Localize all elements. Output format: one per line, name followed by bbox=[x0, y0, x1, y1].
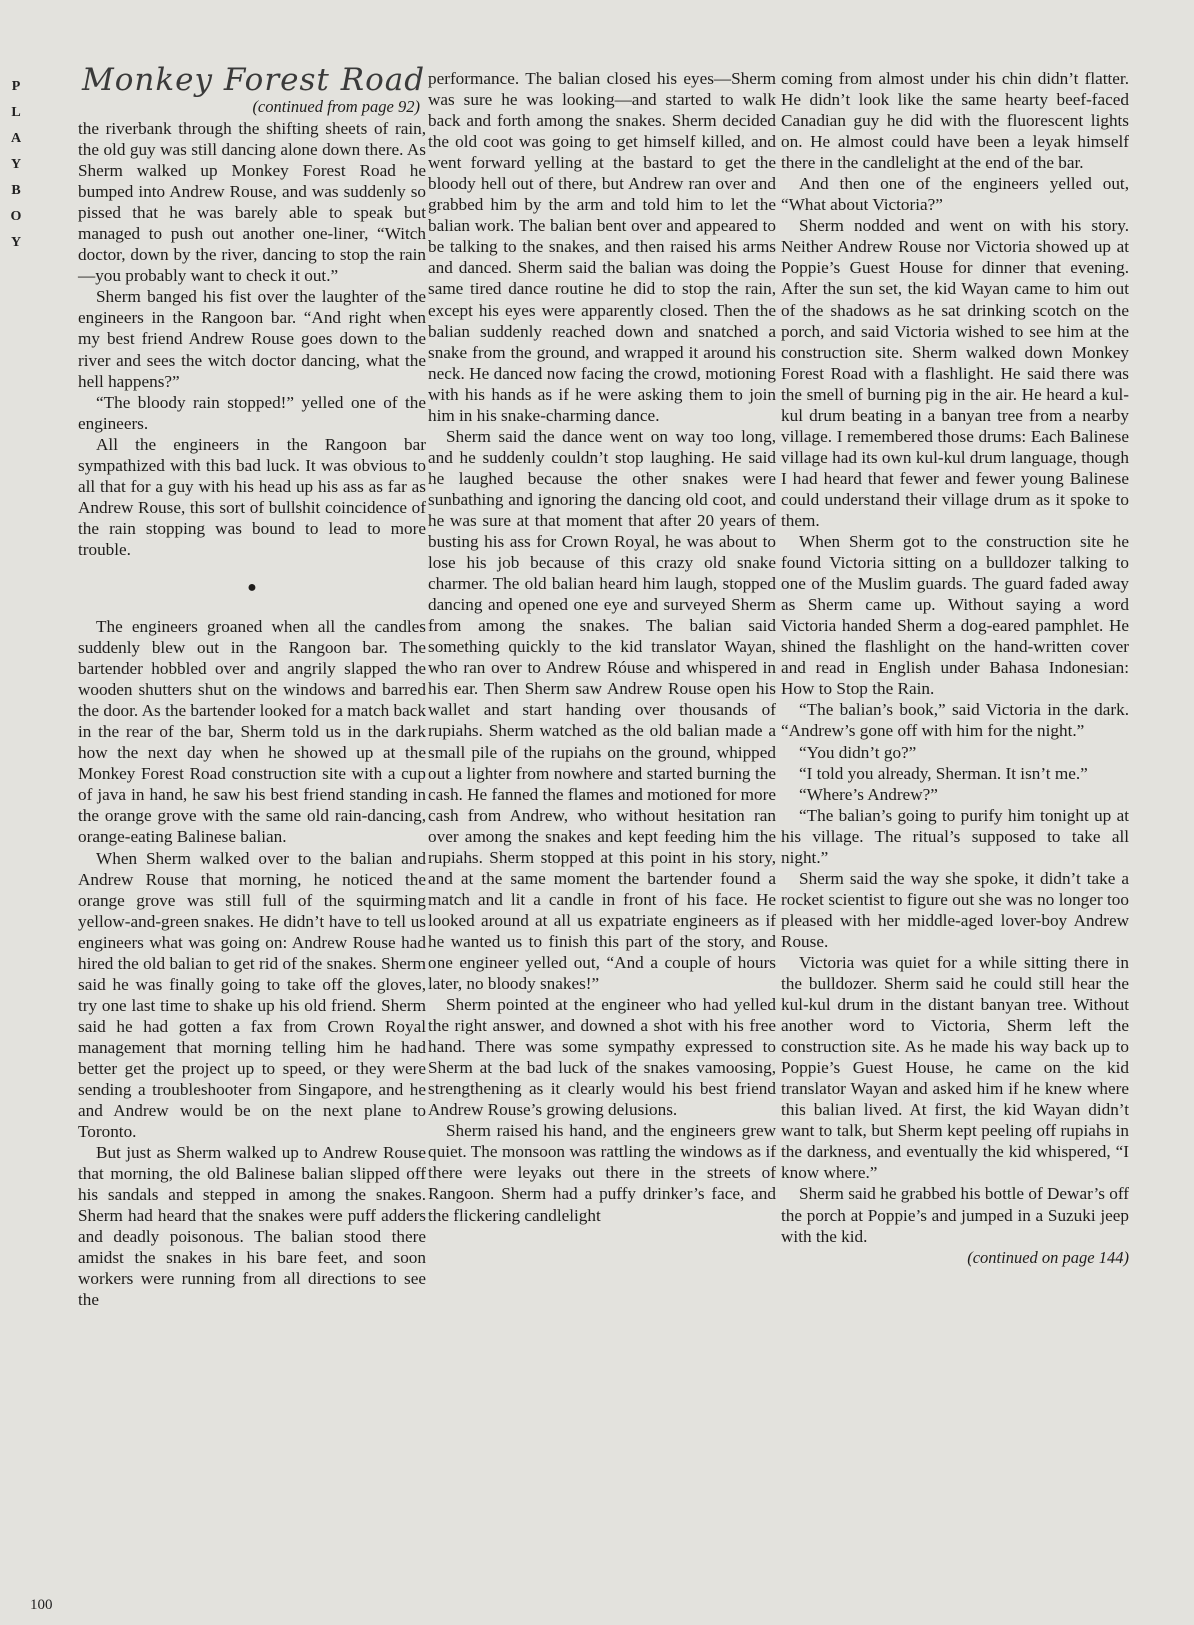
paragraph: “You didn’t go?” bbox=[799, 742, 917, 762]
article-column-1 bbox=[78, 62, 426, 1311]
paragraph: All the engineers in the Rangoon bar sympathized with this bad luck. It was obvious to all that for a guy with his head up his ass as far as Andrew Rouse, this sort of bullshit coincidence of the rain stopping was bound to lead to more trouble. bbox=[78, 434, 426, 559]
paragraph: When Sherm got to the construction site he found Victoria sitting on a bulldozer talking to one of the Muslim guards. The guard faded away as Sherm came up. Without saying a word Victoria handed Sherm a dog-eared pamphlet. He shined the flashlight on the hand-written cover and read in English under Bahasa Indonesian: How to Stop the Rain. bbox=[781, 532, 1129, 699]
magazine-folio bbox=[7, 74, 25, 256]
folio-letter: Y bbox=[10, 157, 22, 172]
paragraph: Sherm pointed at the engineer who had yelled the right answer, and downed a shot with his free hand. There was some sympathy expressed to Sherm at the bad luck of the snakes vamoosing, strengthening as it clearly would his best friend Andrew Rouse’s growing delusions. bbox=[428, 995, 776, 1120]
paragraph: Sherm raised his hand, and the engineers grew quiet. The monsoon was rattling the windows as if there were leyaks out there in the streets of Rangoon. Sherm had a puffy drinker’s face, and the flickering candlelight bbox=[428, 1121, 776, 1225]
folio-letter: B bbox=[11, 183, 21, 198]
article-column-3 bbox=[781, 68, 1129, 1268]
paragraph: “The balian’s going to purify him tonight up at his village. The ritual’s supposed to take all night.” bbox=[781, 805, 1129, 867]
paragraph: coming from almost under his chin didn’t flatter. He didn’t look like the same hearty beef-faced Canadian guy he did with the fluorescent lights on. He almost could have been a leyak himself there in the candlelight at the end of the bar. bbox=[781, 69, 1129, 173]
article-column-2 bbox=[428, 68, 776, 1226]
article-title: Monkey Forest Road bbox=[82, 62, 426, 98]
folio-letter: Y bbox=[10, 235, 22, 250]
continued-from-note: (continued from page 92) bbox=[252, 97, 420, 116]
section-break-bullet: ● bbox=[247, 578, 257, 596]
paragraph: “The bloody rain stopped!” yelled one of the engineers. bbox=[78, 392, 426, 433]
paragraph: Sherm banged his fist over the laughter of the engineers in the Rangoon bar. “And right when my best friend Andrew Rouse goes down to the river and sees the witch doctor dancing, what the hell happens?” bbox=[78, 287, 426, 391]
paragraph: Sherm said the dance went on way too long, and he suddenly couldn’t stop laughing. He said he laughed because the other snakes were sunbathing and ignoring the dancing old coot, and he was sure at that moment that after 20 years of busting his ass for Crown Royal, he was about to lose his job because of this crazy old snake charmer. The old balian heard him laugh, stopped dancing and opened one eye and surveyed Sherm from among the snakes. The balian said something quickly to the kid translator Wayan, who ran over to Andrew Róuse and whispered in his ear. Then Sherm saw Andrew Rouse open his wallet and start handing over thousands of rupiahs. Sherm watched as the old balian made a small pile of the rupiahs on the ground, whipped out a lighter from nowhere and started burning the cash. He fanned the flames and motioned for more cash from Andrew, who without hesitation ran over among the snakes and kept feeding him the rupiahs. Sherm stopped at this point in his story, and at the same moment the bartender found a match and lit a candle in front of his face. He looked around at all us expatriate engineers as if he wanted us to finish this part of the story, and one engineer yelled out, “And a couple of hours later, no bloody snakes!” bbox=[428, 426, 776, 994]
paragraph: Sherm nodded and went on with his story. Neither Andrew Rouse nor Victoria showed up at Poppie’s Guest House for dinner that evening. After the sun set, the kid Wayan came to him out of the shadows as he sat drinking scotch on the porch, and said Victoria wished to see him at the construction site. Sherm walked down Monkey Forest Road with a flashlight. He said there was the smell of burning pig in the air. He heard a kul-kul drum beating in a banyan tree from a nearby village. I remembered those drums: Each Balinese village had its own kul-kul drum language, though I had heard that fewer and fewer young Balinese could understand their village drum as it spoke to them. bbox=[781, 216, 1129, 530]
paragraph: But just as Sherm walked up to Andrew Rouse that morning, the old Balinese balian slipped off his sandals and stepped in among the snakes. Sherm had heard that the snakes were puff adders and deadly poisonous. The balian stood there amidst the snakes in his bare feet, and soon workers were running from all directions to see the bbox=[78, 1143, 426, 1310]
folio-letter: O bbox=[10, 209, 22, 224]
paragraph: The engineers groaned when all the candles suddenly blew out in the Rangoon bar. The bartender hobbled over and angrily slapped the wooden shutters shut on the windows and barred the door. As the bartender looked for a match back in the rear of the bar, Sherm told us in the dark how the next day when he showed up at the Monkey Forest Road construction site with a cup of java in hand, he saw his best friend standing in the orange grove with the same old rain-dancing, orange-eating Balinese balian. bbox=[78, 616, 426, 847]
paragraph: Sherm said the way she spoke, it didn’t take a rocket scientist to figure out she was no longer too pleased with her middle-aged lover-boy Andrew Rouse. bbox=[781, 868, 1129, 951]
paragraph: Sherm said he grabbed his bottle of Dewar’s off the porch at Poppie’s and jumped in a Suzuki jeep with the kid. bbox=[781, 1184, 1129, 1246]
article-header bbox=[78, 62, 426, 116]
continued-on-note: (continued on page 144) bbox=[967, 1247, 1129, 1267]
page-number: 100 bbox=[30, 1597, 53, 1613]
paragraph: When Sherm walked over to the balian and Andrew Rouse that morning, he noticed the orange grove was still full of the squirming yellow-and-green snakes. He didn’t have to tell us engineers what was going on: Andrew Rouse had hired the old balian to get rid of the snakes. Sherm said he was finally going to take off the gloves, try one last time to shake up his old friend. Sherm said he had gotten a fax from Crown Royal management that morning telling him he had better get the project up to speed, or they were sending a troubleshooter from Singapore, and he and Andrew would be on the next plane to Toronto. bbox=[78, 848, 426, 1142]
paragraph: “I told you already, Sherman. It isn’t me.” bbox=[799, 763, 1088, 783]
paragraph: performance. The balian closed his eyes—Sherm was sure he was looking—and started to walk back and forth among the snakes. Sherm decided the old coot was going to get himself killed, and went forward yelling at the bastard to get the bloody hell out of there, but Andrew ran over and grabbed him by the arm and told him to let the balian work. The balian bent over and appeared to be talking to the snakes, and then raised his arms and danced. Sherm said the balian was doing the same tired dance routine he did to stop the rain, except his eyes were apparently closed. Then the balian suddenly reached down and snatched a snake from the ground, and wrapped it around his neck. He danced now facing the crowd, motioning with his hands as if he were asking them to join him in his snake-charming dance. bbox=[428, 69, 776, 425]
folio-letter: P bbox=[11, 79, 21, 94]
paragraph: the riverbank through the shifting sheets of rain, the old guy was still dancing alone down there. As Sherm walked up Monkey Forest Road he bumped into Andrew Rouse, and was suddenly so pissed that he was barely able to speak but managed to push out another one-liner, “Witch doctor, down by the river, dancing to stop the rain—you probably want to check it out.” bbox=[78, 119, 426, 286]
folio-letter: L bbox=[11, 105, 21, 120]
paragraph: “The balian’s book,” said Victoria in the dark. “Andrew’s gone off with him for the night.” bbox=[781, 700, 1129, 741]
paragraph: “Where’s Andrew?” bbox=[799, 784, 938, 804]
folio-letter: A bbox=[10, 131, 22, 146]
paragraph: And then one of the engineers yelled out, “What about Victoria?” bbox=[781, 174, 1129, 215]
paragraph: Victoria was quiet for a while sitting there in the bulldozer. Sherm said he could still hear the kul-kul drum in the distant banyan tree. Without another word to Victoria, Sherm left the construction site. As he made his way back up to Poppie’s Guest House, he came on the kid translator Wayan and asked him if he knew where this balian lived. At first, the kid Wayan didn’t want to talk, but Sherm kept peeling off rupiahs in the darkness, and eventually the kid whispered, “I know where.” bbox=[781, 952, 1129, 1183]
